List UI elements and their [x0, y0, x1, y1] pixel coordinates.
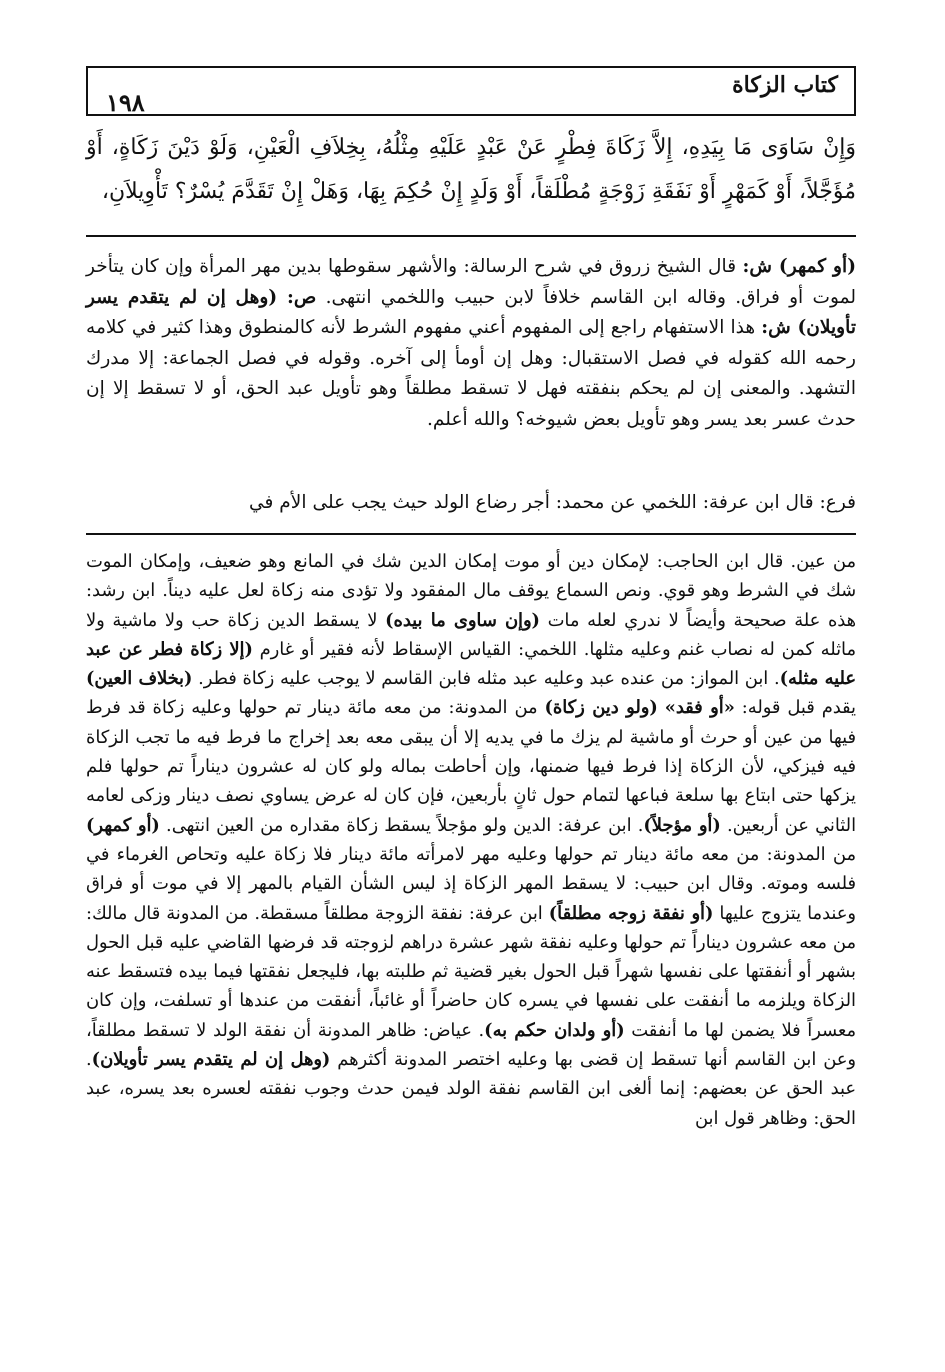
footnote-segment: (وهل إن لم يتقدم يسر تأويلان) [91, 1049, 331, 1071]
footnote-segment: (إلا زكاة فطر عن عبد عليه مثله) [86, 638, 857, 690]
footnote-segment: (وإن ساوى ما بيده) [385, 609, 540, 631]
page-number: ١٩٨ [106, 88, 145, 117]
footnote-segment: (أو مؤجلاً) [643, 814, 721, 836]
footnote-segment: (أو ولدان حكم به) [484, 1019, 625, 1041]
divider-top [86, 235, 856, 237]
commentary-segment: هذا الاستفهام راجع إلى المفهوم أعني مفهوم الشرط لأنه كالمنطوق وهذا كثير في كلامه رحمه الله كقوله في فصل الاستقبال: وهل إن أومأ إلى آخره. وقوله في فصل الجماعة: إلا مدرك التشهد. والمعنى إن لم يحكم بنفقته فهل لا تسقط مطلقاً وهو تأويل عبد الحق، أو لا تسقط إلا إن حدث عسر بعد يسر وهو تأويل بعض شيوخه؟ والله أعلم. [86, 317, 856, 430]
matn-text: وَإِنْ سَاوَى مَا بِيَدِهِ، إِلاَّ زَكَاةَ فِطْرٍ عَنْ عَبْدٍ عَلَيْهِ مِثْلُهُ، بِخِلاَفِ الْعَيْنِ، وَلَوْ دَيْنَ زَكَاةٍ، أَوْ مُؤَجَّلاً، أَوْ كَمَهْرٍ أَوْ نَفَقَةِ زَوْجَةٍ مُطْلَقاً، أَوْ وَلَدٍ إِنْ حُكِمَ بِهَا، وَهَلْ إِنْ تَقَدَّمَ يُسْرٌ؟ تَأْوِيلاَنِ، [86, 135, 856, 204]
footnote-segment: (أو كمهر) [86, 814, 160, 836]
footnote-segment: من المدونة: من معه مائة دينار تم حولها وعليه زكاة قد فرط فيها من عين أو حرث أو ماشية لم يزك ما في يديه إلا أن يبقى معه بعد إخراج ما فرط فيه ما تجب الزكاة فيه فيزكي، لأن الزكاة إذا فرط فيها ضمنها، وإن أحاطت بماله ولو كان له عشرون ديناراً تم حولها فلم يزكها حتى ابتاع بها سلعة فباعها لتمام حول ثانٍ بأربعين، فإن كان له عرض يساوي نصف دينار وزكى لعامه الثاني عن أربعين. [86, 697, 857, 836]
divider-middle [86, 533, 856, 535]
matn-text-block [86, 126, 856, 214]
branch-block [86, 488, 856, 519]
page-header [86, 66, 856, 116]
footnote-segment: . ابن المواز: من عنده عبد وعليه عبد مثله فابن القاسم لا يوجب عليه زكاة فطر. [192, 668, 780, 690]
footnote-segment: لا يسقط الدين زكاة حب ولا ماشية ولا ماثله كمن له نصاب غنم وعليه مثلها. اللخمي: القياس الإسقاط لأنه فقير أو غارم [86, 609, 856, 660]
footnote-segment: «أو فقد» [664, 697, 735, 719]
footnote-segment: . عياض: ظاهر المدونة أن نفقة الولد لا تسقط مطلقاً، وعن ابن القاسم أنها تسقط إن قضى بها وعليه اختصر المدونة أكثرهم [86, 1019, 856, 1071]
book-title: كتاب الزكاة [732, 72, 838, 98]
branch-text: فرع: قال ابن عرفة: اللخمي عن محمد: أجر رضاع الولد حيث يجب على الأم في [248, 492, 856, 513]
footnote-segment: . عبد الحق عن بعضهم: إنما ألغى ابن القاسم نفقة الولد فيمن حدث وجوب نفقته لعسره بعد يسره، عبد الحق: وظاهر قول ابن [86, 1049, 856, 1129]
commentary-segment: ص: (وهل إن لم يتقدم يسر تأويلان) ش: [86, 286, 856, 338]
footnote-segment: . ابن عرفة: الدين ولو مؤجلاً يسقط زكاة مقداره من العين انتهى. [159, 814, 644, 836]
commentary-paragraph [86, 252, 856, 435]
footnote-segment: ابن عرفة: نفقة الزوجة مطلقاً مسقطة. من المدونة قال مالك: من معه عشرون ديناراً تم حولها وعليه نفقة شهر عشرة دراهم لزوجته قد فرضها القاضي عليه قبل الحول بشهر أو أنفقتها على نفسها شهراً قبل الحول بغير قضية ثم طلبته بها، فليجعل نفقتها فيما بيده فتسقط عنه الزكاة ويلزمه ما أنفقت على نفسها في يسره كان حاضراً أو غائباً، أنفقت من عندها أو تسلفت، وإن كان معسراً فلا يضمن لها ما أنفقت [86, 902, 856, 1041]
footnote-segment: (أو نفقة زوجه مطلقاً) [548, 902, 714, 924]
commentary-block [86, 252, 856, 435]
commentary-segment: (أو كمهر) ش: [742, 256, 856, 277]
footnote-segment: من المدونة: من معه مائة دينار تم حولها وعليه مهر لامرأته مائة دينار فلا زكاة عليه وتحاص الغرماء في فلسه وموته. وقال ابن حبيب: لا يسقط المهر الزكاة إذ ليس الشأن القيام بالمهر إلا في موت أو فراق وعندما يتزوج عليها [86, 843, 856, 924]
footnote-segment: (بخلاف العين) [86, 668, 193, 690]
commentary-segment: قال الشيخ زروق في شرح الرسالة: والأشهر سقوطها بدين مهر المرأة وإن كان يتأخر لموت أو فراق. وقاله ابن القاسم خلافاً لابن حبيب واللخمي انتهى. [86, 256, 856, 308]
footnote-segment [658, 697, 665, 718]
footnote-segment: من عين. قال ابن الحاجب: لإمكان دين أو موت إمكان الدين شك في المانع وهو ضعيف، وإمكان الموت شك في الشرط وهو قوي. ونص السماع يوقف مال المفقود ولا تؤدى منه زكاة لعل عليه ديناً. ابن رشد: هذه علة صحيحة وأيضاً لا ندري لعله مات [86, 551, 856, 631]
footnote-block [86, 547, 856, 1133]
footnote-segment: يقدم قبل قوله: [734, 697, 856, 719]
footnote-paragraph [86, 547, 856, 1133]
footnote-segment: (ولو دين زكاة) [544, 697, 658, 719]
